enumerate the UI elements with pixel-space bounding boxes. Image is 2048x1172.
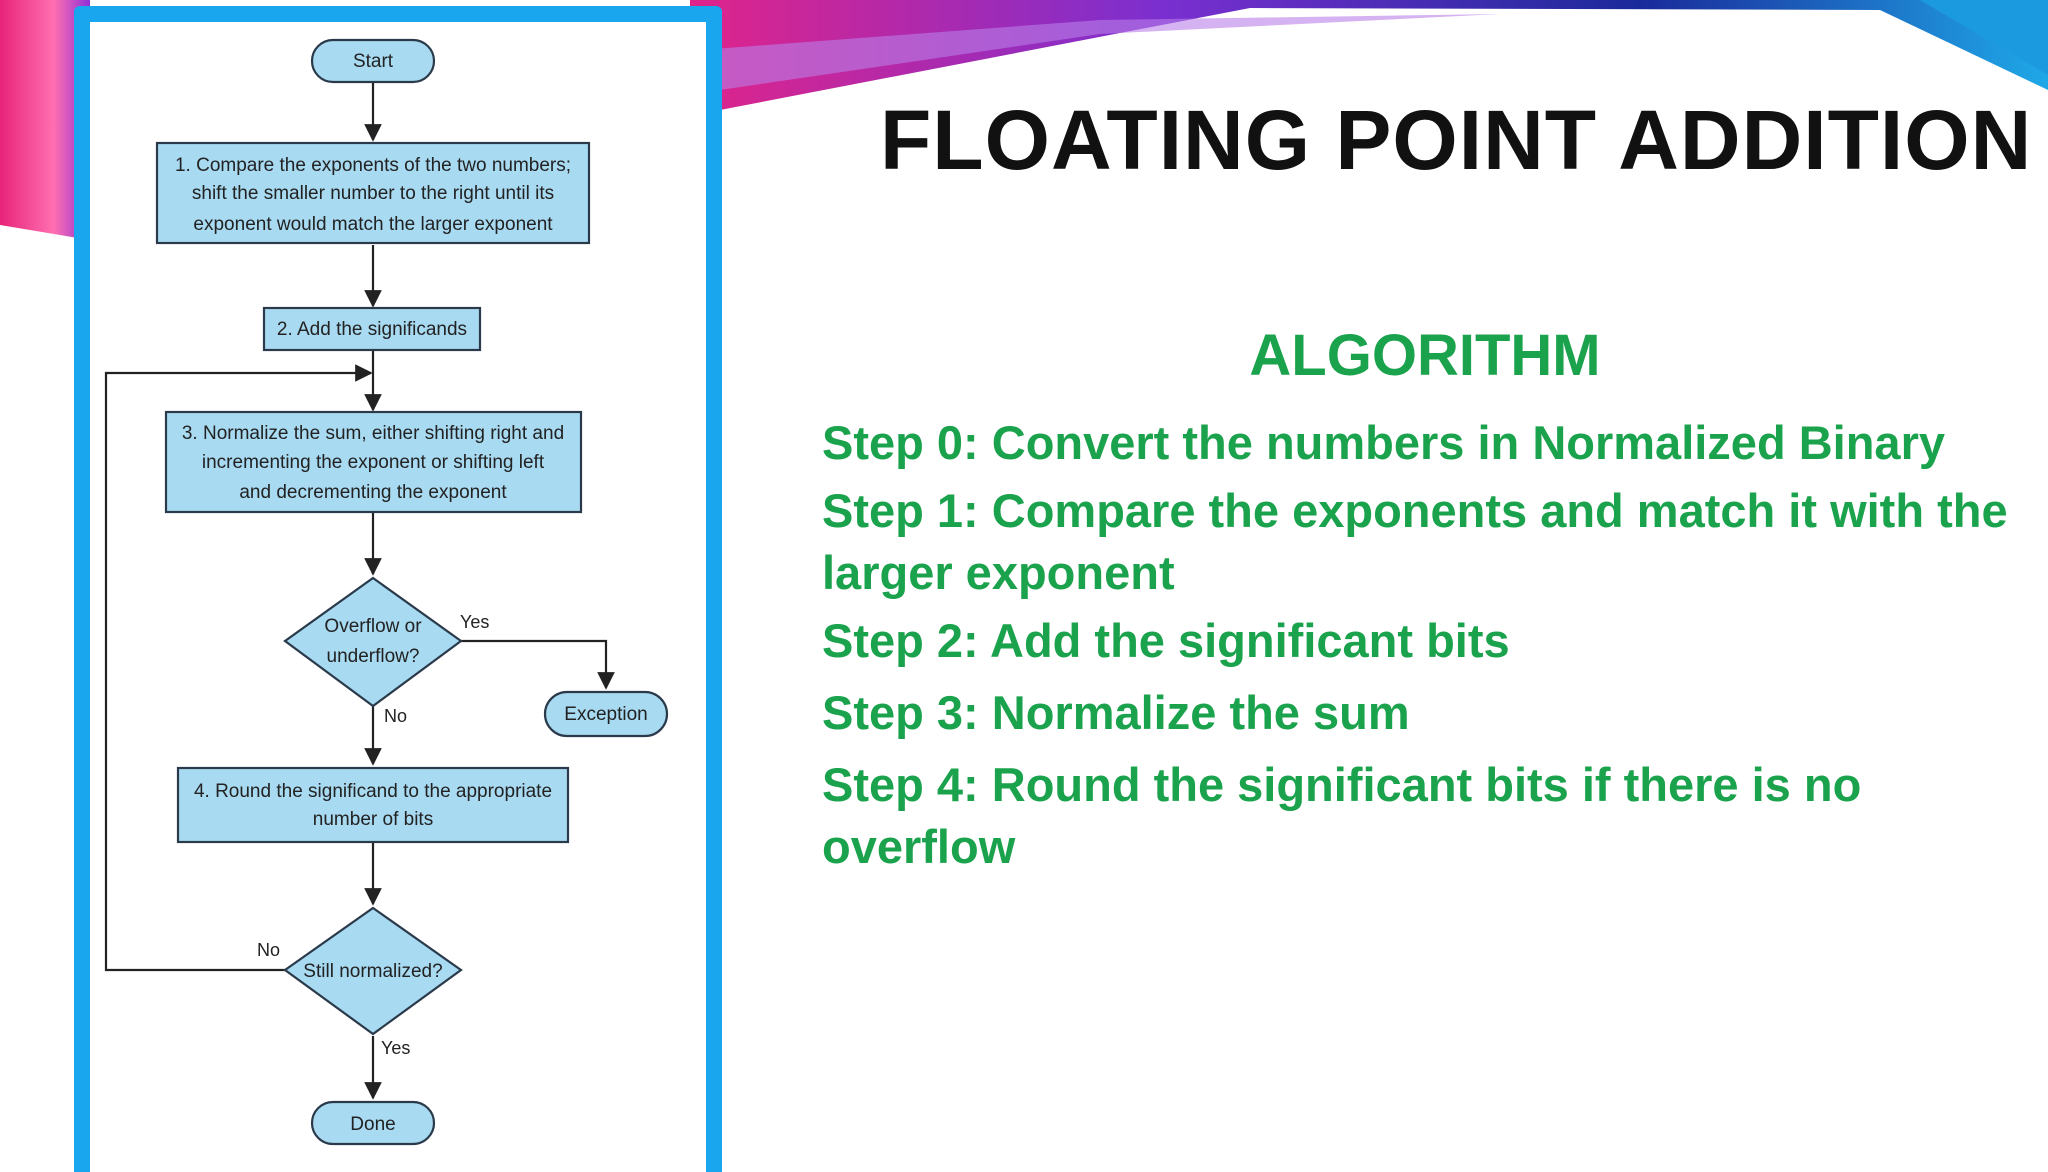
step2-label: 2. Add the significands: [276, 319, 468, 340]
step1-line1: 1. Compare the exponents of the two numbers;: [174, 155, 572, 176]
step-1: Step 1: Compare the exponents and match it with the larger exponent: [822, 484, 2008, 599]
algorithm-heading: ALGORITHM: [1249, 323, 1601, 388]
decision2-label: Still normalized?: [303, 961, 443, 982]
step-4: Step 4: Round the significant bits if there is no overflow: [822, 758, 1862, 873]
step4-line1: 4. Round the significand to the appropriate: [193, 781, 553, 802]
decision1-yes-label: Yes: [460, 612, 490, 632]
decision1-no-label: No: [384, 706, 408, 726]
step-2: Step 2: Add the significant bits: [822, 614, 1510, 667]
decision2-yes-label: Yes: [381, 1038, 411, 1058]
step1-line3: exponent would match the larger exponent: [193, 214, 553, 235]
arrow-decision1-exception: [461, 641, 606, 688]
step-0: Step 0: Convert the numbers in Normalized Binary: [822, 416, 1945, 469]
step1-line2: shift the smaller number to the right until its: [191, 183, 555, 204]
decision2-no-label: No: [257, 940, 281, 960]
step4-line2: number of bits: [312, 809, 434, 830]
slide-title: FLOATING POINT ADDITION: [880, 93, 2033, 187]
done-label: Done: [350, 1114, 396, 1135]
step3-line1: 3. Normalize the sum, either shifting right and: [181, 423, 565, 444]
decision1-diamond: [285, 578, 461, 706]
step4-box: [178, 768, 568, 842]
decision1-line1: Overflow or: [324, 616, 422, 637]
step-3: Step 3: Normalize the sum: [822, 686, 1410, 739]
step3-line3: and decrementing the exponent: [239, 482, 507, 503]
exception-label: Exception: [564, 704, 648, 725]
algorithm-steps: [822, 412, 2032, 884]
decision1-line2: underflow?: [326, 646, 420, 667]
start-label: Start: [352, 51, 394, 72]
step3-line2: incrementing the exponent or shifting left: [201, 452, 545, 473]
